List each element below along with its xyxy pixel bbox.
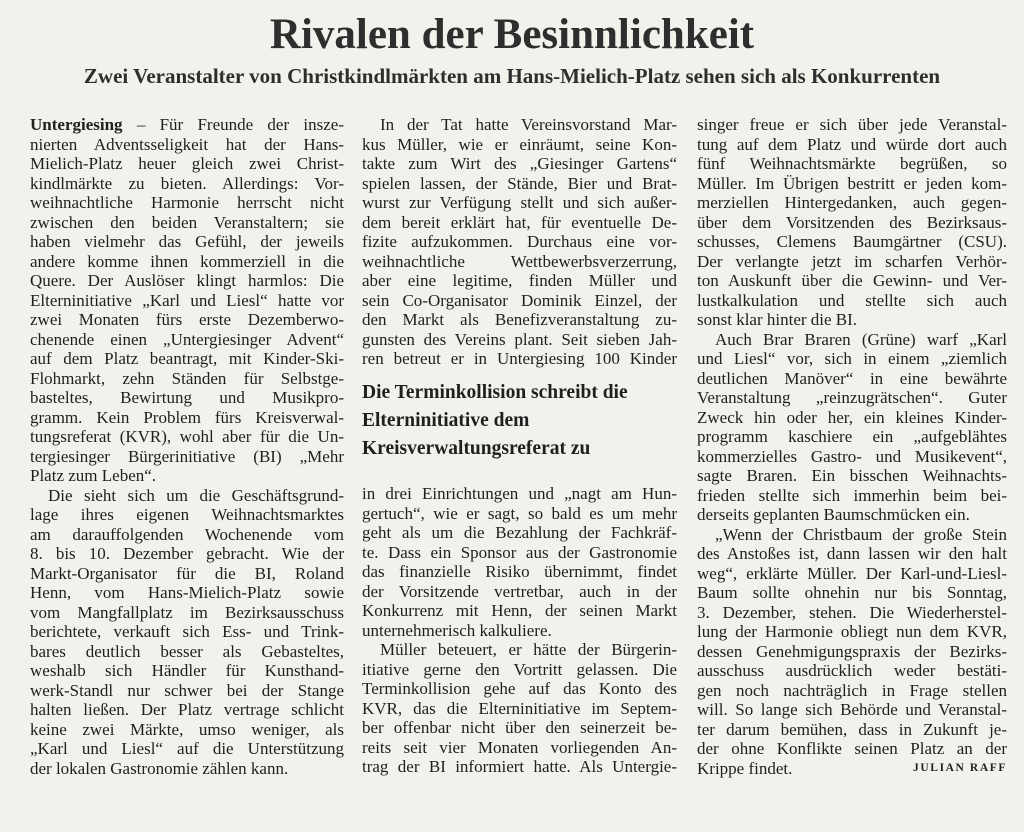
- text-line: programm kaschiere ein „aufgeblähtes: [697, 427, 1007, 446]
- paragraph: [697, 115, 1007, 330]
- text-line: ter darum bemühen, dass in Zukunft je-: [697, 719, 1007, 739]
- paragraph: [362, 640, 677, 777]
- text-line: Elterninitiative „Karl und Liesl“ hatte vor: [30, 290, 344, 310]
- text-line: Zweck hin oder her, ein kleines Kinder-: [697, 407, 1007, 427]
- paragraph: [362, 484, 677, 640]
- text-line: merziellen Hintergedanken, auch gegen-: [697, 193, 1007, 212]
- text-line: der lokalen Gastronomie zählen kann.: [30, 758, 289, 778]
- paragraph: [30, 115, 344, 486]
- text-line: Müller beteuert, er hätte der Bürgerin-: [380, 640, 677, 659]
- text-line: wurst zur Verfügung stellt und sich außer-: [362, 193, 677, 212]
- text-line: fizite aufzukommen. Durchaus eine vor-: [362, 232, 677, 251]
- text-line: aber eine legitime, finden Müller und: [362, 271, 677, 290]
- text-line: te. Dass ein Sponsor aus der Gastronomie: [362, 542, 677, 562]
- text-line: Platz zum Leben“.: [30, 466, 157, 485]
- text-line: in drei Einrichtungen und „nagt am Hun-: [362, 484, 677, 503]
- text-line: haben vielmehr das Gefühl, der jeweils: [30, 232, 344, 251]
- text-line: kommerzielles Gastro- und Musikevent“,: [697, 446, 1007, 466]
- text-line: lustkalkulation und stellte sich auch: [697, 290, 1007, 310]
- text-line: nierten Adventsseligkeit hat der Hans-: [30, 134, 344, 154]
- text-line: basteltes, Bewirtung und Musikpro-: [30, 388, 344, 407]
- text-line: den Markt als Benefizveranstaltung zu-: [362, 310, 677, 329]
- text-line: Der verlangte jetzt im scharfen Verhör-: [697, 251, 1007, 271]
- text-line: weshalb sich Händler für Kunsthand-: [30, 661, 344, 680]
- text-line: berichtete, verkauft sich Ess- und Trink-: [30, 622, 344, 641]
- column-2-bottom: [362, 484, 677, 777]
- paragraph: [362, 115, 677, 369]
- text-line: der Vorsitzende vertretbar, auch in der: [362, 581, 677, 601]
- text-line: ton Auskunft über die Gewinn- und Ver-: [697, 271, 1007, 290]
- text-line: auf dem Platz beantragt, mit Kinder-Ski-: [30, 349, 344, 368]
- text-line: frieden stellte sich immerhin beim bei-: [697, 485, 1007, 505]
- text-line: weihnachtliche Harmonie herrscht nicht: [30, 193, 344, 212]
- byline: JULIAN RAFF: [913, 761, 1007, 774]
- text-line: itiative gerne den Vortritt gelassen. Die: [362, 659, 677, 679]
- paragraph: [30, 486, 344, 779]
- column-2-top: [362, 115, 677, 369]
- text-line: reits seit vier Monaten vorliegenden An-: [362, 737, 677, 757]
- text-line: Terminkollision gehe auf das Konto des: [362, 679, 677, 698]
- text-line: andere komme ihnen kommerziell in die: [30, 251, 344, 271]
- text-line: „Wenn der Christbaum der große Stein: [715, 524, 1007, 544]
- text-line: Baum sollte ohnehin nur bis Sonntag,: [697, 583, 1007, 602]
- paragraph: [697, 330, 1007, 525]
- text-line: Markt-Organisator für die BI, Roland: [30, 563, 344, 583]
- dateline: Untergiesing: [30, 115, 123, 134]
- headline: Rivalen der Besinnlichkeit: [269, 11, 755, 58]
- text-line: gen noch nachträglich in Frage stellen: [697, 680, 1007, 700]
- text-line: werk-Standl nur schwer bei der Stange: [30, 680, 344, 700]
- paragraph: [697, 525, 1007, 779]
- text-line: schusses, Clemens Baumgärtner (CSU).: [697, 232, 1007, 251]
- text-line: bares deutlich besser als Gebasteltes,: [30, 641, 344, 661]
- text-line: tung auf dem Platz und würde dort auch: [697, 134, 1007, 154]
- text-line: ber offenbar nicht über den seinerzeit be-: [362, 718, 677, 737]
- text-line: sagte Braren. Ein bisschen Weihnachts-: [697, 466, 1007, 485]
- crosshead-line: Kreisverwaltungsreferat zu: [362, 438, 591, 459]
- text-line: keine zwei Märkte, umso weniger, als: [30, 719, 344, 739]
- text-line: „Karl und Liesl“ auf die Unterstützung: [30, 739, 344, 758]
- text-line: gertuch“, wie er sagt, so bald es um mehr: [362, 503, 677, 523]
- text-line: tergiesinger Bürgerinitiative (BI) „Mehr: [30, 446, 344, 466]
- text-line: will. So lange sich Behörde und Veranstal-: [697, 700, 1007, 719]
- text-line: spielen lassen, der Stände, Bier und Brat-: [362, 173, 677, 193]
- crosshead: [362, 379, 677, 463]
- text-line: tungsreferat (KVR), wohl aber für die Un-: [30, 427, 344, 446]
- text-line: singer freue er sich über jede Veranstal-: [697, 115, 1007, 134]
- text-line: weg“, erklärte Müller. Der Karl-und-Liesl-: [697, 563, 1007, 583]
- text-line: zwei Monaten fürs erste Dezemberwo-: [30, 310, 344, 329]
- text-line: kus Müller, wie er einräumt, seine Kon-: [362, 134, 677, 154]
- text-line: weihnachtliche Wettbewerbsverzerrung,: [362, 251, 677, 271]
- subheadline: Zwei Veranstalter von Christkindlmärkten am Hans-Mielich-Platz sehen sich als Konkurrenten: [83, 64, 941, 88]
- text-line-rest: Krippe findet.: [697, 758, 793, 778]
- text-line: deutlichen Manöver“ in eine bewährte: [697, 368, 1007, 388]
- text-line-rest: – Für Freunde der insze-: [136, 115, 344, 134]
- text-line: [697, 759, 1007, 779]
- text-line: Auch Brar Braren (Grüne) warf „Karl: [715, 329, 1007, 349]
- text-line: KVR, das die Elterninitiative im Septem-: [362, 698, 677, 718]
- text-line: lage ihres eigenen Weihnachtsmarktes: [30, 505, 344, 524]
- text-line: fünf Weihnachtsmärkte begrüßen, so: [697, 154, 1007, 173]
- text-line: und Liesl“ vor, sich in einem „ziemlich: [697, 349, 1007, 368]
- text-line: derseits geplanten Baumschmücken ein.: [697, 505, 970, 524]
- text-line: das finanzielle Risiko übernimmt, findet: [362, 562, 677, 581]
- text-line: dem bereit erklärt hat, für eventuelle De-: [362, 212, 677, 232]
- text-line: ausschuss ausdrücklich weder bestäti-: [697, 661, 1007, 680]
- text-line: des Anstoßes ist, dann lassen wir den halt: [697, 544, 1007, 563]
- text-line: halten ließen. Der Platz vertrage schlicht: [30, 700, 344, 719]
- text-line: 3. Dezember, stehen. Die Wiederherstel-: [697, 602, 1007, 622]
- text-line: Mielich-Platz heuer gleich zwei Christ-: [30, 154, 344, 173]
- column-3: [697, 115, 1007, 778]
- text-line: lung der Harmonie obliegt nun dem KVR,: [697, 622, 1007, 641]
- text-line: zwischen den beiden Veranstaltern; sie: [30, 212, 344, 232]
- text-line: dessen Genehmigungspraxis der Bezirks-: [697, 641, 1007, 661]
- text-line: trag der BI informiert hatte. Als Untergie-: [362, 757, 677, 776]
- crosshead-line: Elterninitiative dem: [362, 410, 530, 431]
- text-line: unternehmerisch kalkuliere.: [362, 620, 552, 640]
- text-line: chenende einen „Untergiesinger Advent“: [30, 329, 344, 349]
- text-line: Henn, vom Hans-Mielich-Platz sowie: [30, 583, 344, 602]
- text-line: In der Tat hatte Vereinsvorstand Mar-: [380, 115, 677, 134]
- text-line: geht als um die Bezahlung der Fachkräf-: [362, 523, 677, 542]
- text-line: Müller. Im Übrigen bestritt er jeden kom-: [697, 173, 1007, 193]
- crosshead-line: Die Terminkollision schreibt die: [362, 382, 628, 403]
- text-line: Flohmarkt, zehn Ständen für Selbstge-: [30, 368, 344, 388]
- text-line: Konkurrenz mit Henn, der seinen Markt: [362, 601, 677, 620]
- text-line: sonst klar hinter die BI.: [697, 310, 858, 329]
- text-line: 8. bis 10. Dezember gebracht. Wie der: [30, 544, 344, 563]
- text-line: der ohne Konflikte seinen Platz an der: [697, 739, 1007, 758]
- text-line: Quere. Der Auslöser klingt harmlos: Die: [30, 271, 344, 290]
- text-line: am darauffolgenden Wochenende vom: [30, 524, 344, 544]
- text-line: [30, 115, 344, 135]
- text-line: gunsten des Vereins plant. Seit sieben Jah-: [362, 329, 677, 349]
- text-line: sein Co-Organisator Dominik Einzel, der: [362, 290, 677, 310]
- text-line: gramm. Kein Problem fürs Kreisverwal-: [30, 407, 344, 427]
- text-line: Die sieht sich um die Geschäftsgrund-: [48, 485, 344, 505]
- text-line: Veranstaltung „reinzugrätschen“. Guter: [697, 388, 1007, 407]
- text-line: vom Mangfallplatz im Bezirksausschuss: [30, 602, 344, 622]
- column-1: [30, 115, 344, 778]
- text-line: über dem Vorsitzenden des Bezirksaus-: [697, 212, 1007, 232]
- text-line: kindlmärkte zu bieten. Allerdings: Vor-: [30, 173, 344, 193]
- text-line: ren betreut er in Untergiesing 100 Kinder: [362, 349, 677, 368]
- text-line: takte zum Wirt des „Giesinger Gartens“: [362, 154, 677, 173]
